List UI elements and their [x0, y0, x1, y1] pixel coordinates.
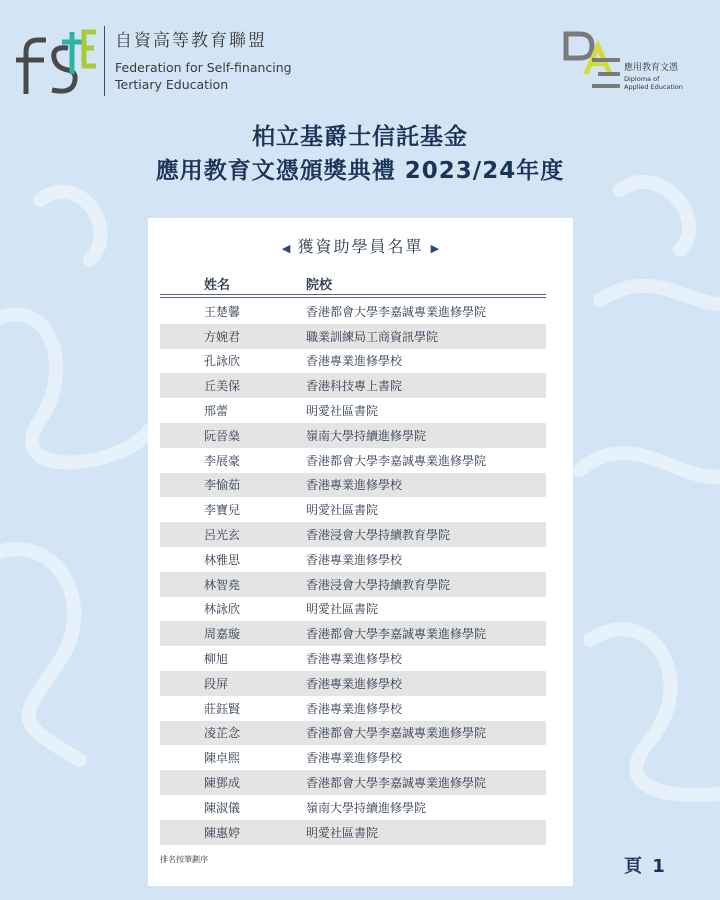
triangle-left-icon: ◀: [281, 242, 291, 255]
header-rule-top: [160, 294, 546, 295]
recipient-school: 香港專業進修學校: [306, 676, 403, 691]
table-row: [160, 770, 546, 795]
recipient-school: 香港都會大學李嘉誠專業進修學院: [306, 726, 487, 741]
recipient-name: 陳卓熙: [204, 751, 241, 766]
org-name-en-line1: Federation for Self-financing: [115, 60, 292, 75]
recipient-school: 香港都會大學李嘉誠專業進修學院: [306, 776, 487, 791]
recipient-name: 陳鄧成: [204, 776, 241, 791]
recipient-school: 香港都會大學李嘉誠專業進修學院: [306, 627, 487, 642]
table-row: [160, 671, 546, 696]
list-heading-text: 獲資助學員名單: [297, 237, 424, 256]
table-row: [160, 448, 546, 473]
recipient-name: 丘美保: [204, 379, 241, 394]
table-row: [160, 646, 546, 671]
recipient-name: 孔詠欣: [204, 354, 241, 369]
recipient-name: 邢蕾: [204, 404, 229, 419]
table-row: [160, 721, 546, 746]
recipient-name: 陳淑儀: [204, 800, 241, 815]
recipient-name: 李展豪: [204, 453, 241, 468]
dae-logo: [562, 30, 622, 90]
table-row: [160, 349, 546, 374]
recipient-name: 周嘉璇: [204, 627, 241, 642]
recipient-table: [160, 299, 546, 845]
logo-divider: [104, 26, 105, 96]
footnote: 排名按筆劃序: [160, 855, 208, 864]
recipient-name: 阮晉燊: [204, 428, 241, 443]
table-row: [160, 373, 546, 398]
recipient-school: 明愛社區書院: [306, 602, 379, 617]
table-row: [160, 324, 546, 349]
triangle-right-icon: ▶: [430, 242, 440, 255]
recipient-school: 嶺南大學持續進修學院: [306, 800, 427, 815]
recipient-school: 香港都會大學李嘉誠專業進修學院: [306, 453, 487, 468]
list-heading: [148, 234, 573, 257]
table-row: [160, 745, 546, 770]
dae-name: [624, 60, 683, 91]
recipient-name: 段屏: [204, 676, 229, 691]
org-name: [115, 26, 292, 93]
dae-name-en-line2: Applied Education: [624, 83, 683, 91]
fsfte-logo: [12, 26, 98, 98]
recipient-school: 香港專業進修學校: [306, 652, 403, 667]
table-row: [160, 597, 546, 622]
title-line-1: 柏立基爵士信託基金: [252, 124, 468, 150]
org-name-en-line2: Tertiary Education: [115, 77, 229, 92]
recipient-name: 陳惠婷: [204, 825, 241, 840]
recipient-name: 呂光玄: [204, 528, 241, 543]
table-row: [160, 522, 546, 547]
table-row: [160, 497, 546, 522]
table-row: [160, 299, 546, 324]
recipient-name: 林智堯: [204, 577, 241, 592]
recipient-school: 香港都會大學李嘉誠專業進修學院: [306, 304, 487, 319]
table-row: [160, 795, 546, 820]
table-row: [160, 696, 546, 721]
table-row: [160, 820, 546, 845]
recipient-school: 香港專業進修學校: [306, 354, 403, 369]
table-row: [160, 423, 546, 448]
recipient-school: 香港浸會大學持續教育學院: [306, 528, 451, 543]
recipient-name: 林雅思: [204, 552, 241, 567]
column-header-school: 院校: [306, 278, 333, 293]
recipient-school: 職業訓練局工商資訊學院: [306, 329, 439, 344]
table-row: [160, 572, 546, 597]
header-rule-bottom: [160, 297, 546, 298]
main-title: [0, 120, 720, 188]
dae-name-zh: 應用教育文憑: [624, 63, 679, 73]
header: [0, 0, 720, 110]
recipient-name: 林詠欣: [204, 602, 241, 617]
recipient-name: 柳旭: [204, 652, 229, 667]
recipient-school: 明愛社區書院: [306, 825, 379, 840]
recipient-name: 莊鈺賢: [204, 701, 241, 716]
recipient-school: 明愛社區書院: [306, 404, 379, 419]
recipient-school: 香港浸會大學持續教育學院: [306, 577, 451, 592]
recipient-name: 方婉君: [204, 329, 241, 344]
recipient-school: 香港專業進修學校: [306, 751, 403, 766]
dae-name-en-line1: Diploma of: [624, 75, 660, 83]
org-name-zh: 自資高等教育聯盟: [115, 31, 267, 51]
column-header-name: 姓名: [204, 278, 231, 293]
recipient-name: 李寶兒: [204, 503, 241, 518]
recipient-school: 香港專業進修學校: [306, 552, 403, 567]
recipient-school: 嶺南大學持續進修學院: [306, 428, 427, 443]
recipient-school: 香港科技專上書院: [306, 379, 403, 394]
title-line-2: 應用教育文憑頒獎典禮 2023/24年度: [155, 158, 565, 184]
recipient-name: 李愉茹: [204, 478, 241, 493]
table-row: [160, 473, 546, 498]
table-row: [160, 621, 546, 646]
recipient-school: 香港專業進修學校: [306, 478, 403, 493]
recipient-school: 明愛社區書院: [306, 503, 379, 518]
table-row: [160, 398, 546, 423]
recipient-school: 香港專業進修學校: [306, 701, 403, 716]
recipient-name: 王楚馨: [204, 304, 241, 319]
page-number: 頁 1: [624, 856, 667, 877]
table-row: [160, 547, 546, 572]
recipient-name: 凌芷念: [204, 726, 241, 741]
recipient-list-card: [148, 218, 573, 886]
